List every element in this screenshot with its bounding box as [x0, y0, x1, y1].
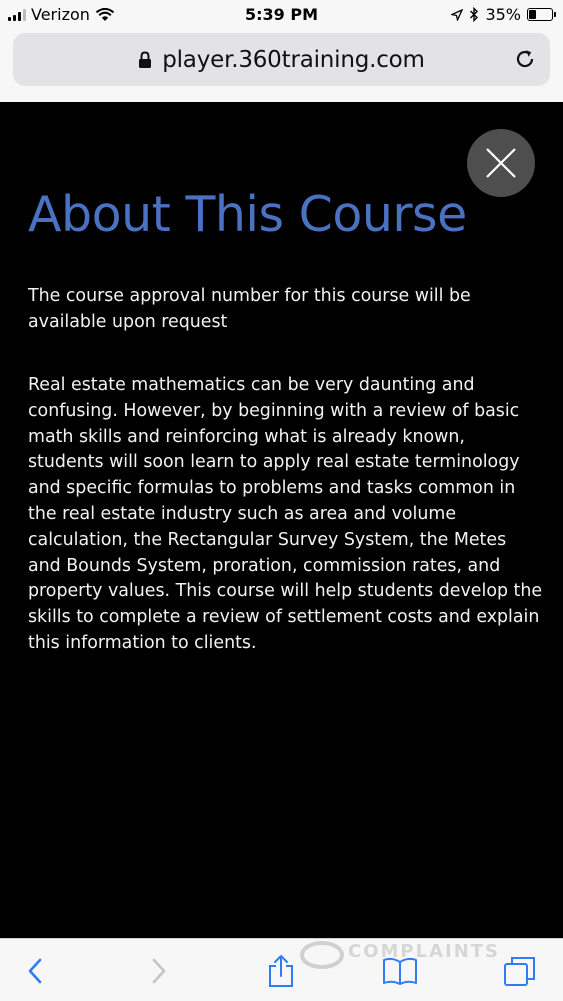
- share-button[interactable]: [261, 951, 301, 991]
- url-field[interactable]: [13, 33, 550, 86]
- bluetooth-icon: [469, 7, 479, 22]
- battery-percent: 35%: [485, 5, 521, 24]
- url-text: player.360training.com: [162, 46, 425, 73]
- carrier-name: Verizon: [31, 5, 90, 24]
- tabs-button[interactable]: [500, 951, 540, 991]
- course-description: Real estate mathematics can be very daunting and confusing. However, by beginning with a review of basic math skills and reinforcing what is already known, students will soon learn to apply real estate terminology and specific formulas to problems and tasks common in the real estate industry such as area and volume calculation, the Rectangular Survey System, the Metes and Bounds System, proration, commission rates, and property values. This course will help students develop the skills to complete a review of settlement costs and explain this information to clients.: [28, 375, 543, 653]
- tabs-icon: [503, 955, 537, 987]
- course-info-modal: [0, 102, 563, 938]
- location-arrow-icon: [451, 9, 463, 21]
- status-bar: [0, 0, 563, 30]
- back-icon: [26, 957, 44, 985]
- close-icon: [484, 146, 518, 180]
- battery-icon: [527, 8, 553, 21]
- lock-icon: [138, 51, 152, 69]
- share-icon: [267, 954, 295, 988]
- browser-address-area: [0, 30, 563, 103]
- battery-level: [529, 10, 536, 19]
- status-time: 5:39 PM: [244, 5, 318, 24]
- browser-toolbar: [0, 938, 563, 1001]
- bookmarks-button[interactable]: [380, 951, 420, 991]
- status-right: [451, 5, 553, 24]
- watermark-text: COMPLAINTS: [348, 941, 501, 962]
- forward-icon: [150, 957, 168, 985]
- watermark-logo: [300, 941, 344, 981]
- forward-button[interactable]: [139, 951, 179, 991]
- reload-icon[interactable]: [514, 48, 536, 70]
- close-button[interactable]: [467, 129, 535, 197]
- back-button[interactable]: [15, 951, 55, 991]
- bookmarks-icon: [382, 956, 418, 986]
- approval-note: The course approval number for this course will be available upon request: [28, 286, 471, 332]
- page-title: About This Course: [28, 186, 467, 243]
